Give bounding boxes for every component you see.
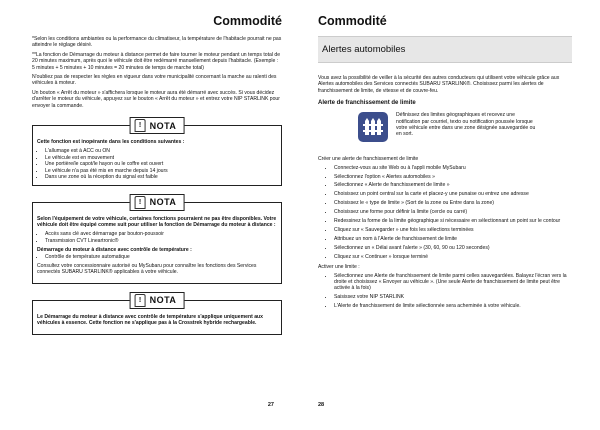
list-item: • Redessinez la forme de la limite géographique si nécessaire en sélectionnant un point sur le contour bbox=[334, 218, 572, 224]
list-item: • Sélectionnez une Alerte de franchissement de limite parmi celles sauvegardées. Balayez l'écran vers la droite et choisissez « Envoyer au véhicule ». (Une seule Alerte de franchissement de limite peut être activée à la fois) bbox=[334, 273, 572, 292]
info-icon: ! bbox=[135, 294, 146, 307]
paragraph: N'oubliez pas de respecter les règles en vigueur dans votre municipalité concernant la marche au ralenti des véhicules à moteur. bbox=[32, 74, 277, 87]
list-item: • Cliquez sur « Continuer » lorsque terminé bbox=[334, 254, 572, 260]
geofence-description bbox=[318, 112, 572, 142]
note-text: Cette fonction est inopérante dans les conditions suivantes : bbox=[37, 139, 185, 146]
list-item: • L'Alerte de franchissement de limite sélectionnée sera acheminée à votre véhicule. bbox=[334, 303, 572, 309]
note-box-conditions bbox=[32, 120, 282, 185]
list-heading: Activer une limite : bbox=[318, 264, 360, 271]
description: Définissez des limites géographiques et recevez une notification par courriel, texto ou notification poussée lorsque votre véhicule entre dans une zone désignée sauvegardée ou en sort. bbox=[396, 112, 536, 138]
page-title: Commodité bbox=[213, 14, 282, 28]
list-item: • Le véhicule est en mouvement bbox=[45, 155, 277, 161]
intro-paragraph: Vous avez la possibilité de veiller à la sécurité des autres conducteurs qui utilisent votre véhicule grâce aux Alertes automobiles des Services connectés SUBARU STARLINK®. Choisissez parmi les alertes de franchissement de limite, de vitesse et de couvre-feu. bbox=[318, 75, 560, 94]
right-page bbox=[300, 0, 600, 430]
footnote-2: **La fonction de Démarrage du moteur à distance permet de faire tourner le moteur pendant un temps total de 20 minutes maximum, après quoi le véhicule doit être redémarré manuellement depuis l'habitacle. (Exemple : 5 minutes + 5 minutes + 10 minutes = 20 minutes de temps de marche total) bbox=[32, 51, 281, 71]
page-number: 28 bbox=[318, 402, 325, 408]
note-text: Selon l'équipement de votre véhicule, certaines fonctions pourraient ne pas être disponibles. Votre véhicule doit être équipé comme suit pour utiliser la fonction de Démarrage du moteur à distance : bbox=[37, 215, 277, 228]
list-item: • Attribuez un nom à l'Alerte de franchissement de limite bbox=[334, 236, 572, 242]
list-item: • Choisissez le « type de limite » (Sort de la zone ou Entre dans la zone) bbox=[334, 200, 572, 206]
note-label: NOTA bbox=[149, 197, 177, 207]
list-item: • Connectez-vous au site Web ou à l'appli mobile MySubaru bbox=[334, 165, 572, 171]
section-heading: Alertes automobiles bbox=[318, 36, 572, 63]
note-label: NOTA bbox=[149, 120, 177, 131]
footnote-1: *Selon les conditions ambiantes ou la performance du climatiseur, la température de l'habitacle pourrait ne pas atteindre le réglage désiré. bbox=[32, 36, 282, 49]
list-item: • Sélectionnez « Alerte de franchissement de limite » bbox=[334, 182, 572, 188]
list-item: • Accès sans clé avec démarrage par bouton-poussoir bbox=[45, 231, 277, 237]
note-tag bbox=[130, 117, 185, 134]
fence-icon bbox=[358, 112, 388, 142]
note-tag bbox=[130, 194, 185, 211]
note-label: NOTA bbox=[149, 295, 177, 306]
list-item: • Sélectionnez l'option « Alertes automobiles » bbox=[334, 174, 572, 180]
list-item: • Le véhicule n'a pas été mis en marche depuis 14 jours bbox=[45, 168, 277, 174]
info-icon: ! bbox=[135, 119, 146, 132]
note-subheading: Démarrage du moteur à distance avec contrôle de température : bbox=[37, 247, 192, 254]
note-text: Le Démarrage du moteur à distance avec contrôle de température s'applique uniquement aux véhicules à essence. Cette fonction ne s'applique pas à la Crosstrek hybride rechargeable. bbox=[37, 313, 263, 327]
note-box-equipment bbox=[32, 197, 282, 284]
list-item: • Sélectionnez un « Délai avant l'alerte » (30, 60, 90 ou 120 secondes) bbox=[334, 245, 572, 251]
list-item: • Contrôle de température automatique bbox=[45, 254, 277, 260]
list-heading: Créer une alerte de franchissement de limite bbox=[318, 156, 419, 163]
list-item: • Transmission CVT Lineartronic® bbox=[45, 238, 277, 244]
steps-list bbox=[318, 165, 572, 260]
info-icon: ! bbox=[135, 196, 146, 209]
note-list bbox=[37, 231, 277, 244]
list-item: • Saisissez votre NIP STARLINK bbox=[334, 294, 572, 300]
list-item: • Choisissez une forme pour définir la limite (cercle ou carré) bbox=[334, 209, 572, 215]
list-item: • L'allumage est à ACC ou ON bbox=[45, 148, 277, 154]
note-box-hybrid bbox=[32, 295, 282, 335]
note-text: Consultez votre concessionnaire autorisé ou MySubaru pour connaître les fonctions des Services connectés SUBARU STARLINK® applicables à votre véhicule. bbox=[37, 262, 257, 276]
activate-list bbox=[318, 273, 572, 310]
list-item: • Cliquez sur « Sauvegarder » une fois les sélections terminées bbox=[334, 227, 572, 233]
list-item: • Une portière/le capot/le hayon ou le coffre est ouvert bbox=[45, 161, 277, 167]
note-tag bbox=[130, 292, 185, 309]
list-item: • Dans une zone où la réception du signal est faible bbox=[45, 174, 277, 180]
subsection-title: Alerte de franchissement de limite bbox=[318, 100, 416, 107]
page-title: Commodité bbox=[318, 14, 387, 28]
note-list bbox=[37, 254, 277, 260]
note-list bbox=[37, 148, 277, 180]
page-number: 27 bbox=[267, 402, 274, 408]
list-item: • Choisissez un point central sur la carte et placez-y une punaise ou entrez une adresse bbox=[334, 191, 572, 197]
paragraph: Un bouton « Arrêt du moteur » s'affichera lorsque le moteur aura été démarré avec succès. Si vous décidez d'arrêter le moteur du véhicule, appuyez sur le bouton « Arrêt du moteur » et entrez votre NIP STARLINK pour envoyer la commande. bbox=[32, 89, 280, 109]
